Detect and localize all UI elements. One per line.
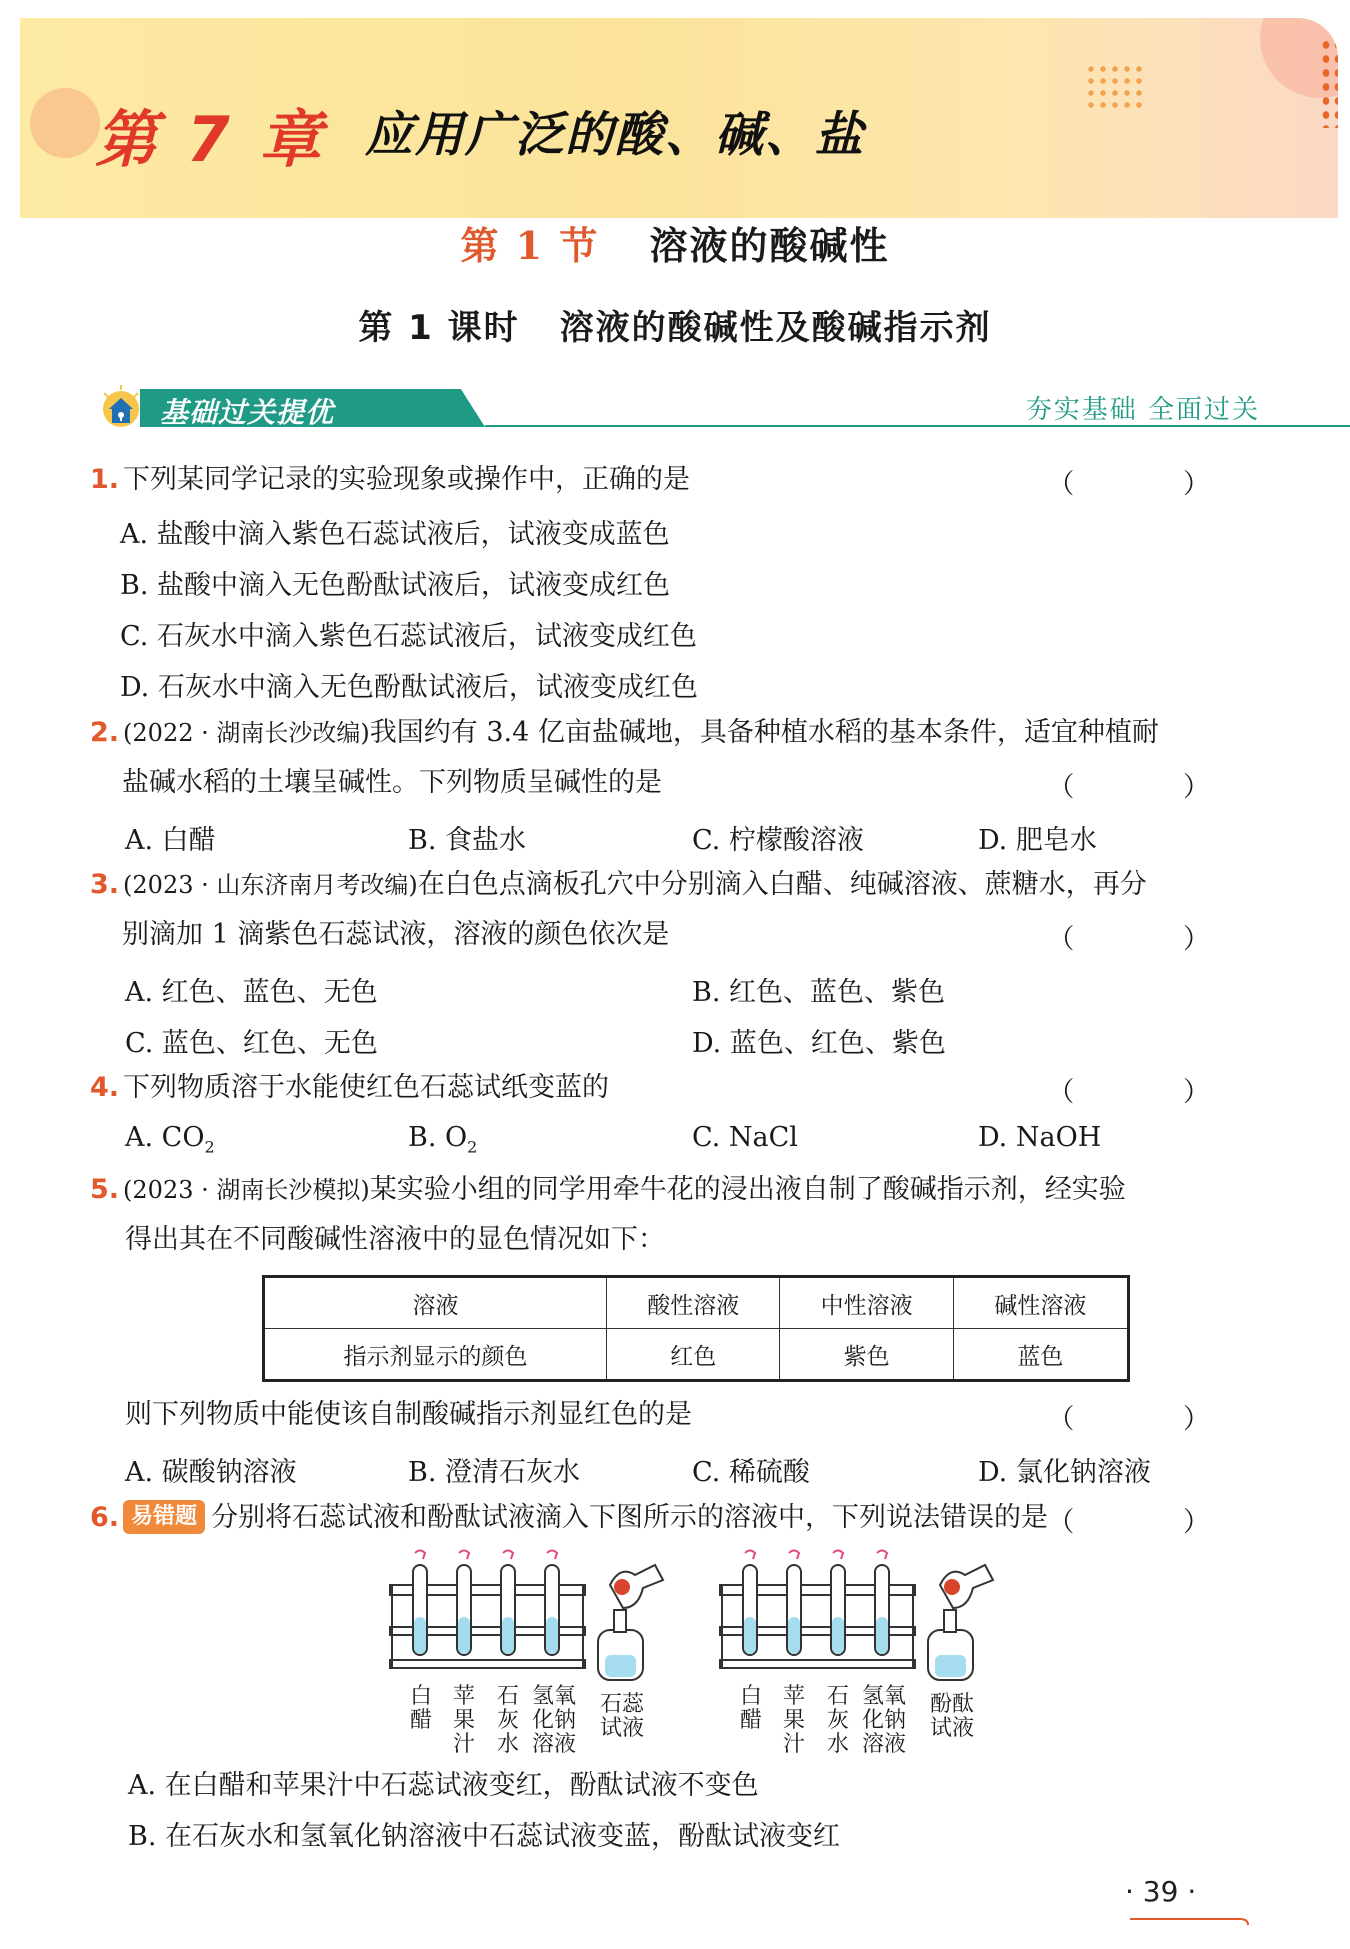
tube-label: 苹果汁	[453, 1684, 476, 1757]
question-number: 3.	[90, 869, 120, 900]
question-stem-cont: 则下列物质中能使该自制酸碱指示剂显红色的是	[125, 1399, 692, 1430]
question-2	[90, 708, 1159, 758]
section-title	[0, 215, 1350, 270]
test-tube-rack-icon	[380, 1545, 1020, 1685]
option: A. 碳酸钠溶液	[125, 1457, 297, 1488]
option: A. 红色、蓝色、无色	[125, 977, 378, 1008]
option: C. 蓝色、红色、无色	[125, 1028, 378, 1059]
table-cell: 中性溶液	[780, 1277, 953, 1329]
question-stem: 在白色点滴板孔穴中分别滴入白醋、纯碱溶液、蔗糖水，再分	[417, 869, 1147, 900]
option: D. 石灰水中滴入无色酚酞试液后，试液变成红色	[120, 672, 698, 703]
lesson-title	[0, 300, 1350, 349]
question-stem-cont: 得出其在不同酸碱性溶液中的显色情况如下：	[125, 1224, 665, 1255]
question-stem: 下列物质溶于水能使红色石蕊试纸变蓝的	[123, 1072, 610, 1103]
table-row	[264, 1277, 1129, 1329]
tube-label: 白醋	[740, 1684, 763, 1733]
option: C. 柠檬酸溶液	[692, 825, 864, 856]
table-cell: 酸性溶液	[607, 1277, 780, 1329]
question-stem: 下列某同学记录的实验现象或操作中，正确的是	[123, 464, 691, 495]
decor-circle	[30, 88, 100, 158]
question-source: (2023 · 湖南长沙模拟)	[123, 1176, 370, 1204]
option: D. 肥皂水	[978, 825, 1097, 856]
section-bar	[90, 385, 1260, 431]
page-number: · 39 ·	[1125, 1875, 1197, 1908]
question-stem-cont: 别滴加 1 滴紫色石蕊试液，溶液的颜色依次是	[122, 919, 670, 950]
question-stem: 我国约有 3.4 亿亩盐碱地，具备种植水稻的基本条件，适宜种植耐	[369, 717, 1159, 748]
option-text: B. O	[408, 1122, 468, 1153]
lesson-number: 第 1 课时	[358, 308, 520, 348]
tube-label: 石灰水	[827, 1684, 850, 1757]
chapter-title: 应用广泛的酸、碱、盐	[365, 107, 866, 163]
test-tube-figure	[380, 1545, 1020, 1765]
option	[125, 1122, 215, 1156]
table-cell: 紫色	[780, 1329, 953, 1381]
question-1	[90, 455, 690, 505]
decor-dots	[1320, 38, 1338, 128]
tube-label: 氢氧化钠溶液	[531, 1684, 576, 1757]
option: C. 稀硫酸	[692, 1457, 810, 1488]
page-number-decor	[1130, 1912, 1250, 1926]
tube-label: 苹果汁	[783, 1684, 806, 1757]
table-cell: 红色	[607, 1329, 780, 1381]
question-stem-cont: 盐碱水稻的土壤呈碱性。下列物质呈碱性的是	[122, 767, 662, 798]
answer-blank: （ ）	[1047, 469, 1260, 500]
option: B. 食盐水	[408, 825, 527, 856]
question-stem: 某实验小组的同学用牵牛花的浸出液自制了酸碱指示剂，经实验	[369, 1174, 1126, 1205]
option: A. 盐酸中滴入紫色石蕊试液后，试液变成蓝色	[120, 519, 670, 550]
option: D. 氯化钠溶液	[978, 1457, 1151, 1488]
table-cell: 蓝色	[953, 1329, 1128, 1381]
question-number: 2.	[90, 717, 120, 748]
question-number: 6.	[90, 1502, 120, 1533]
option: B. 在石灰水和氢氧化钠溶液中石蕊试液变蓝，酚酞试液变红	[128, 1821, 841, 1852]
answer-blank: （ ）	[1047, 1077, 1260, 1108]
question-number: 4.	[90, 1072, 120, 1103]
option: B. 澄清石灰水	[408, 1457, 581, 1488]
option: D. 蓝色、红色、紫色	[692, 1028, 946, 1059]
question-5	[90, 1165, 1126, 1215]
option: B. 盐酸中滴入无色酚酞试液后，试液变成红色	[120, 570, 671, 601]
subscript: 2	[204, 1137, 215, 1157]
question-source: (2023 · 山东济南月考改编)	[123, 871, 418, 899]
bar-label: 基础过关提优	[160, 396, 335, 429]
option: C. NaCl	[692, 1122, 798, 1153]
section-name: 溶液的酸碱性	[649, 223, 890, 268]
table-cell: 碱性溶液	[953, 1277, 1128, 1329]
subscript: 2	[467, 1137, 478, 1157]
question-stem: 分别将石蕊试液和酚酞试液滴入下图所示的溶液中，下列说法错误的是	[211, 1502, 1049, 1533]
chapter-number: 第 7 章	[95, 103, 326, 176]
answer-blank: （ ）	[1047, 924, 1260, 955]
option: A. 白醋	[125, 825, 216, 856]
answer-blank: （ ）	[1047, 1507, 1260, 1538]
question-3	[90, 860, 1147, 910]
indicator-table	[262, 1275, 1130, 1382]
question-6	[90, 1493, 1048, 1543]
tube-label: 氢氧化钠溶液	[861, 1684, 906, 1757]
section-number: 第 1 节	[460, 223, 600, 268]
option: D. NaOH	[978, 1122, 1102, 1153]
decor-dots	[1085, 63, 1145, 113]
question-4	[90, 1063, 609, 1113]
answer-blank: （ ）	[1047, 1404, 1260, 1435]
option: B. 红色、蓝色、紫色	[692, 977, 946, 1008]
lesson-name: 溶液的酸碱性及酸碱指示剂	[559, 308, 992, 348]
reagent-label: 酚酞试液	[929, 1692, 974, 1741]
tube-label: 白醋	[410, 1684, 433, 1733]
question-number: 1.	[90, 464, 120, 495]
answer-blank: （ ）	[1047, 772, 1260, 803]
table-cell: 溶液	[264, 1277, 607, 1329]
option: C. 石灰水中滴入紫色石蕊试液后，试液变成红色	[120, 621, 697, 652]
reagent-label: 石蕊试液	[599, 1692, 644, 1741]
tube-label: 石灰水	[497, 1684, 520, 1757]
option: A. 在白醋和苹果汁中石蕊试液变红，酚酞试液不变色	[128, 1770, 759, 1801]
question-number: 5.	[90, 1174, 120, 1205]
option	[408, 1122, 477, 1156]
option-text: A. CO	[125, 1122, 205, 1153]
table-cell: 指示剂显示的颜色	[264, 1329, 607, 1381]
house-key-icon	[98, 385, 144, 431]
table-row	[264, 1329, 1129, 1381]
error-prone-badge: 易错题	[123, 1500, 205, 1534]
bar-slogan: 夯实基础 全面过关	[1025, 395, 1260, 425]
question-source: (2022 · 湖南长沙改编)	[123, 719, 370, 747]
